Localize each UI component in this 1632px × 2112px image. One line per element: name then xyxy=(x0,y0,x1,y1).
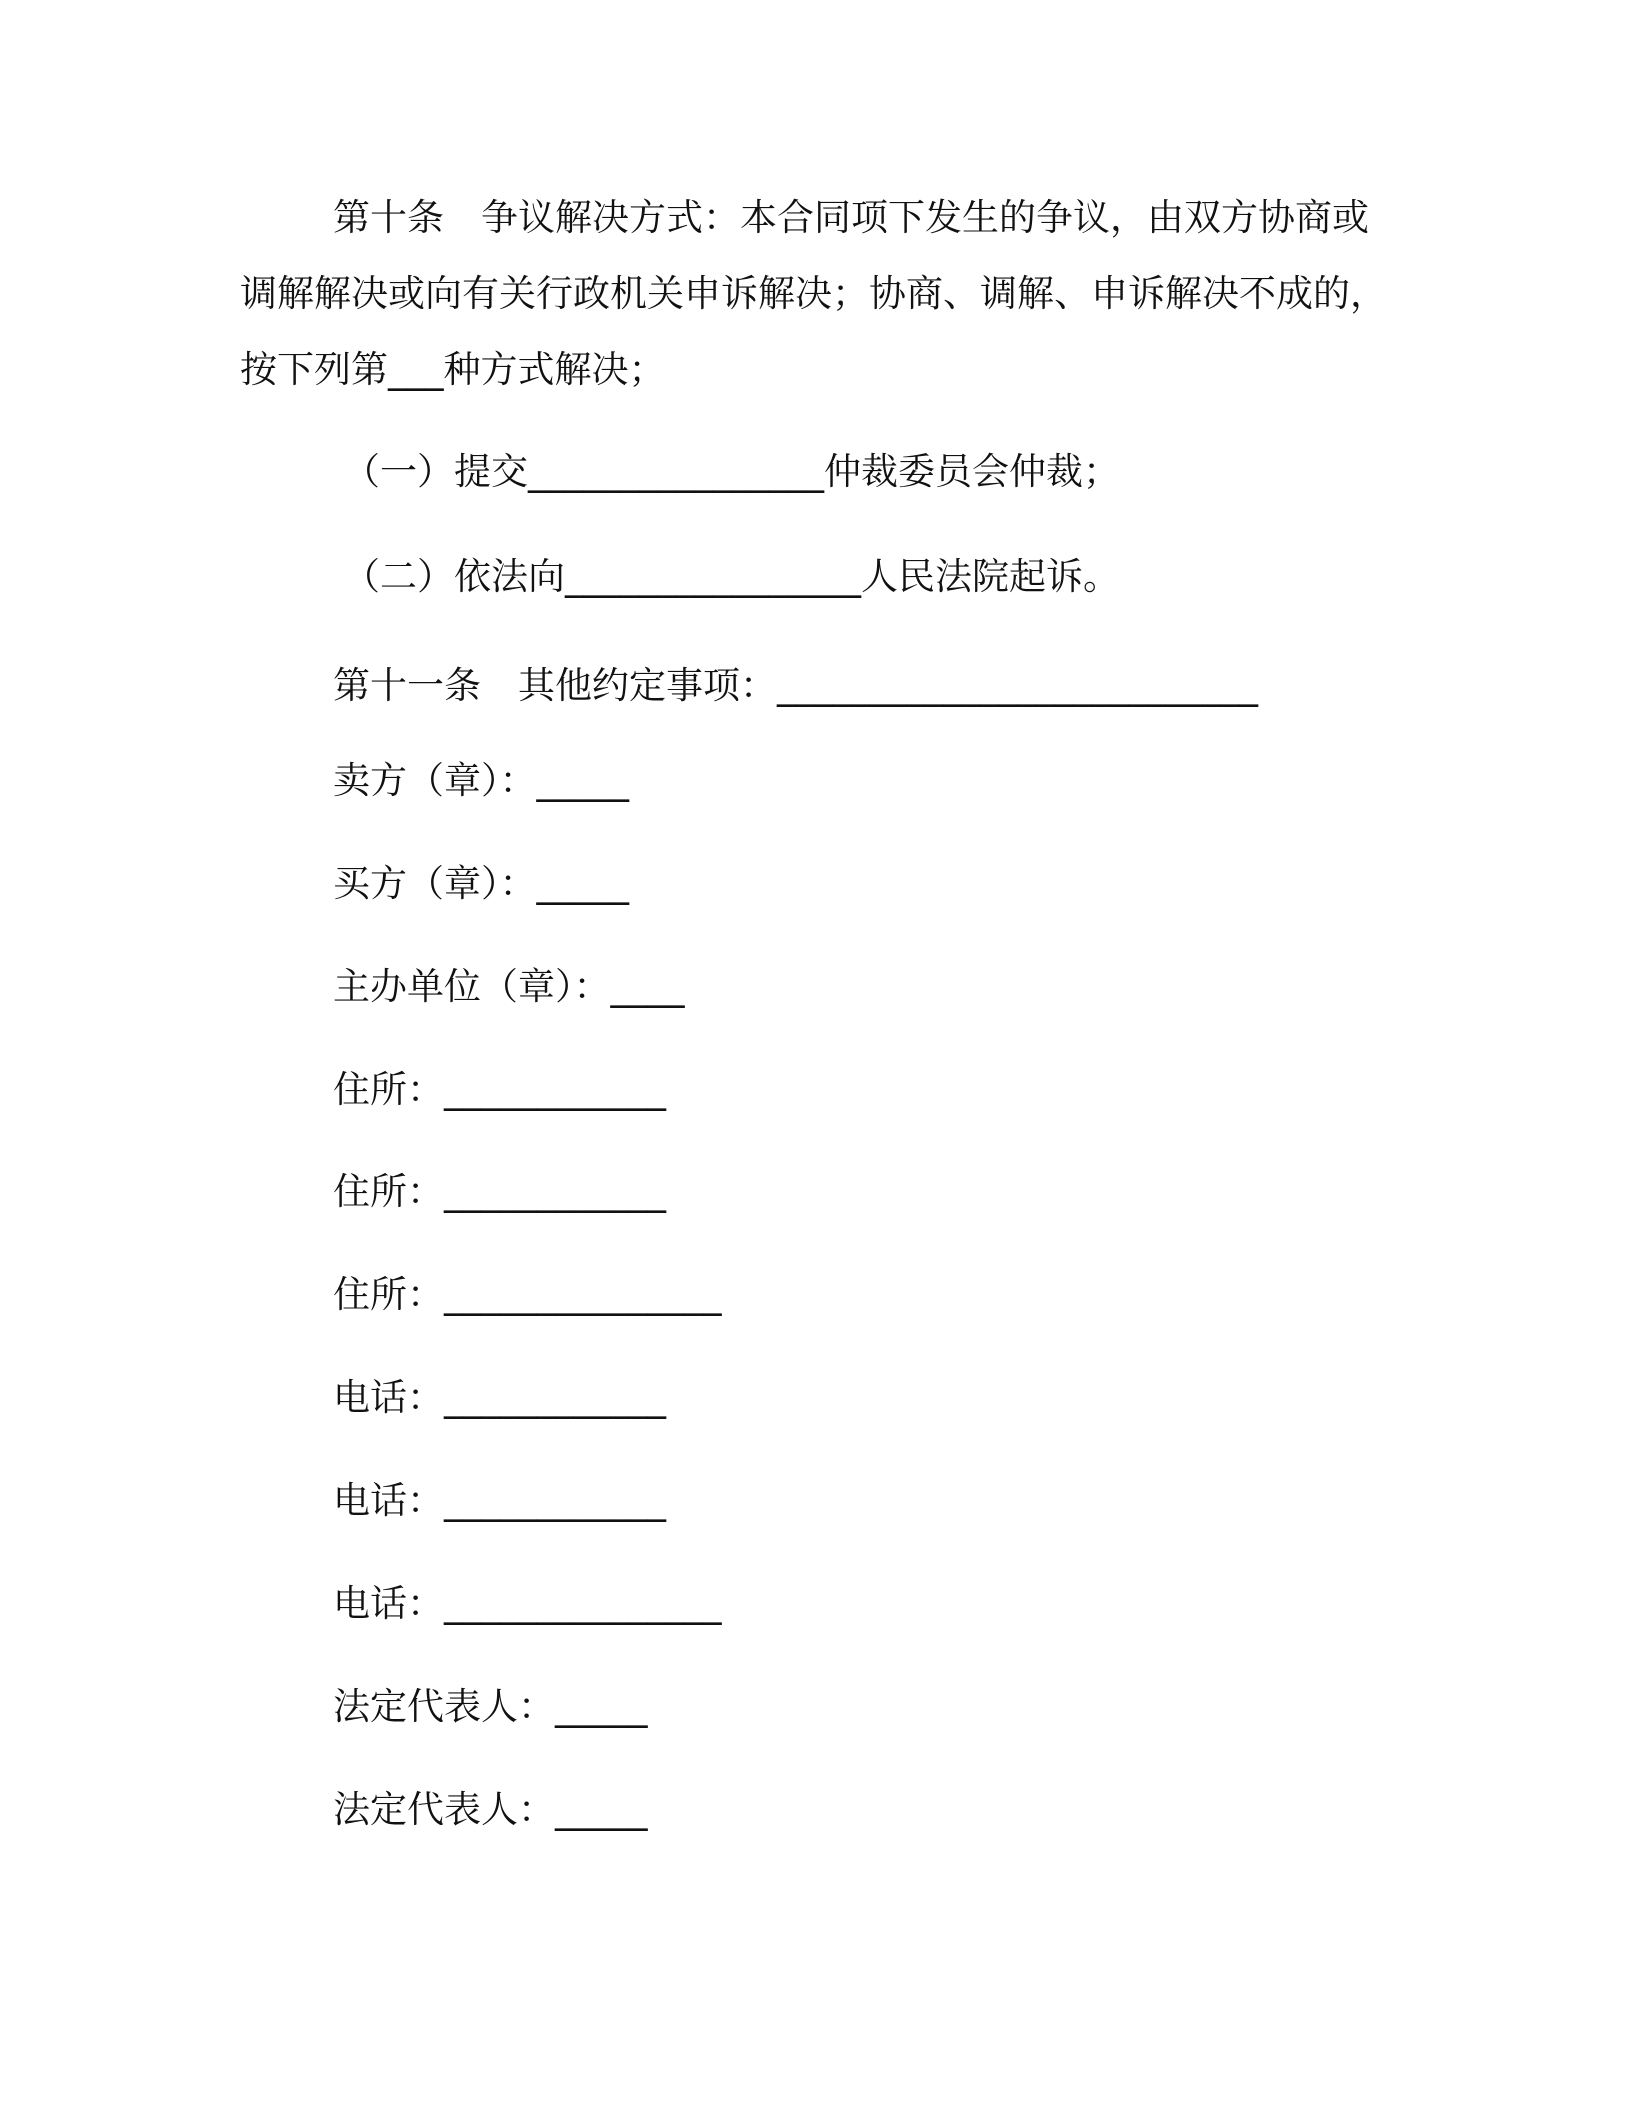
address-field-1: 住所：____________ xyxy=(333,1068,666,1111)
organizer-seal-field: 主办单位（章）：____ xyxy=(333,965,685,1008)
article-10-line-2: 调解解决或向有关行政机关申诉解决；协商、调解、申诉解决不成的， xyxy=(240,272,1387,315)
buyer-seal-field: 买方（章）：_____ xyxy=(333,862,629,905)
option-court: （二）依法向________________人民法院起诉。 xyxy=(343,555,1120,598)
article-10-line-1: 第十条 争议解决方式：本合同项下发生的争议，由双方协商或 xyxy=(333,196,1369,239)
phone-field-3: 电话：_______________ xyxy=(333,1582,722,1625)
article-11: 第十一条 其他约定事项：__________________________ xyxy=(333,664,1258,707)
address-field-2: 住所：____________ xyxy=(333,1170,666,1213)
seller-seal-field: 卖方（章）：_____ xyxy=(333,759,629,802)
legal-rep-field-2: 法定代表人：_____ xyxy=(333,1788,648,1831)
legal-rep-field-1: 法定代表人：_____ xyxy=(333,1685,648,1728)
phone-field-1: 电话：____________ xyxy=(333,1376,666,1419)
option-arbitration: （一）提交________________仲裁委员会仲裁； xyxy=(343,450,1120,493)
article-10-line-3: 按下列第___种方式解决； xyxy=(240,348,666,391)
phone-field-2: 电话：____________ xyxy=(333,1479,666,1522)
address-field-3: 住所：_______________ xyxy=(333,1273,722,1316)
